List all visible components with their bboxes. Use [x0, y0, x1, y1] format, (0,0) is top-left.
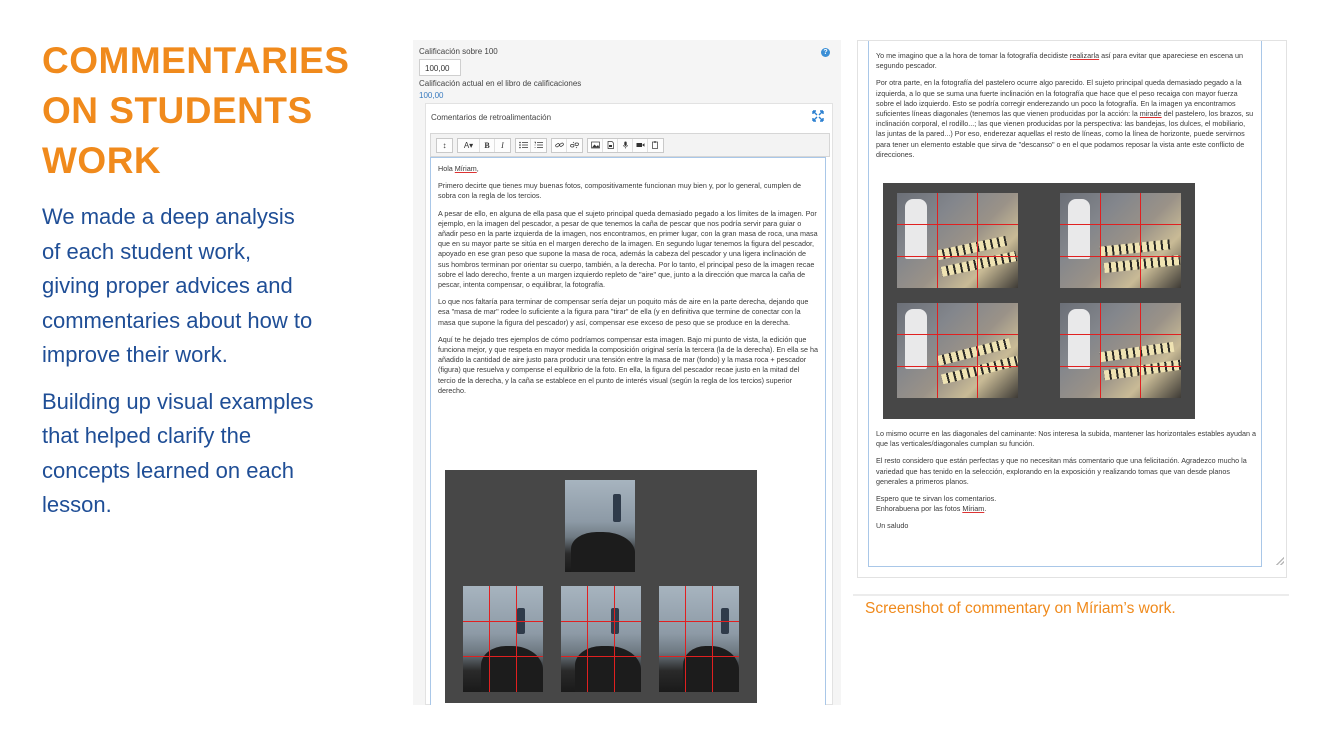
grid-line — [1140, 303, 1141, 398]
screenshot-caption: Screenshot of commentary on Míriam’s work. — [865, 600, 1176, 617]
divider — [853, 594, 1289, 596]
text-run: Por otra parte, en la fotografía del pastelero ocurre algo parecido. El sujeto principal queda demasiado pegado a la izquierda, a lo que se suma una fuerte inclinación en la fotografía que hace que el peso recaiga con mayor fuerza sobre el lado izquierdo. Esto se podría corregir enderezando un poco la fotografía. En la imagen ya encontramos suficientes líneas diagonales (tenemos las que vienen producidas por la acción: la — [876, 78, 1242, 119]
baker-figure — [1068, 199, 1090, 259]
baker-figure — [905, 199, 927, 259]
grid-line — [1140, 193, 1141, 288]
grade-label: Calificación sobre 100 — [419, 47, 498, 56]
title-line: WORK — [42, 140, 162, 181]
baker-photo — [1060, 303, 1181, 398]
grid-line — [587, 586, 588, 692]
grid-line — [897, 366, 1018, 367]
rock — [481, 646, 543, 692]
grade-input[interactable]: 100,00 — [419, 59, 461, 76]
microphone-icon — [621, 141, 630, 149]
tray — [1100, 239, 1171, 256]
editor-paragraph — [876, 494, 1256, 504]
feedback-section — [425, 103, 833, 705]
paragraph-line: commentaries about how to — [42, 307, 313, 333]
grid-line — [463, 621, 543, 622]
paragraph-line: improve their work. — [42, 342, 228, 367]
resize-handle[interactable] — [1276, 557, 1284, 565]
editor-paragraph: El resto considero que están perfectas y que no necesitan más comentario que una felicitación. Agradezco mucho la variedad que has tenido en la selección, explorando en la exposición y realizando tomas que van desde planos generales a primeros planos. — [876, 456, 1247, 486]
current-grade-label: Calificación actual en el libro de calificaciones — [419, 79, 582, 88]
edited-fisherman-photo — [561, 586, 641, 692]
font-style-button[interactable]: A▾ — [458, 139, 480, 152]
rock — [571, 532, 635, 572]
analysis-paragraph — [42, 200, 382, 373]
unlink-icon — [570, 141, 579, 149]
tray — [1100, 342, 1175, 362]
toggle-toolbar-button[interactable]: ↕ — [442, 140, 447, 150]
current-grade-link[interactable]: 100,00 — [419, 91, 444, 100]
editor-paragraph: Lo que nos faltaría para terminar de compensar sería dejar un poquito más de aire en la parte derecha, dejando que esa "masa de mar" rodee lo suficiente a la figura para "tirar" de ella (y en definitiva que termine de conectar con la masa que supone la figura del pescador) y así, compensar ese exceso de peso que se produce en la derecha. — [438, 297, 809, 327]
grid-line — [1100, 193, 1101, 288]
title-line: COMMENTARIES — [42, 40, 350, 81]
slide-title — [42, 36, 382, 186]
paste-button[interactable] — [648, 139, 663, 152]
editor-paragraph — [876, 51, 1254, 71]
baker-figure — [905, 309, 927, 369]
paragraph-line: that helped clarify the — [42, 423, 252, 448]
fisherman-examples-image — [445, 470, 757, 703]
insert-media-button[interactable] — [603, 139, 618, 152]
commentary-screenshot — [857, 40, 1287, 578]
paragraph-line: giving proper advices and — [42, 273, 293, 298]
fullscreen-icon[interactable] — [812, 110, 824, 122]
tray — [1104, 360, 1181, 381]
paragraph-line: We made a deep analysis — [42, 204, 295, 229]
editor-paragraph: Un saludo — [876, 521, 909, 531]
editor-paragraph: A pesar de ello, en alguna de ella pasa que el sujeto principal queda demasiado pegado a los límites de la imagen. Por ejemplo, en la imagen del pescador, a pesar de que tenemos la caña de pescar que nos podría servir para guiar o añadir peso en la parte izquierda de la imagen, nos encontramos, en primer lugar, con la gran masa de roca, una masa que en su mayor parte se sitúa en el margen derecho de la imagen. En segundo lugar tenemos la figura del pescador, apoyado en ese gran peso que supone la masa de roca, además la cabeza del pescador y una ligera inclinación de sus hombros terminan por orientar su cuerpo, también, a la derecha. Por lo tanto, el principal peso de la imagen recae sobre el lado derecho, frente a un margen izquierdo repleto de "aire" que, junto a la dirección que marca la caña de pescar, intenta compensar, o equilibrar, la fotografía. — [438, 208, 818, 290]
edited-fisherman-photo — [463, 586, 543, 692]
edited-fisherman-photo — [659, 586, 739, 692]
editor-paragraph: Aquí te he dejado tres ejemplos de cómo podríamos compensar esta imagen. Bajo mi punto de vista, la edición que funciona mejor, y que respeta en mayor medida la composición original sería la tercera (la de la derecha). En ella se ha añadido la cantidad de aire justo para producir una tensión entre la masa de mar (fondo) y la masa roca + pescador (figura) que resuelva y compense el equilibrio de la foto. En ella, la figura del pescador recae justo en la mitad del tercio de la derecha, y la caña se establece en el punto de interés visual (según la regla de los tercios) superior derecho. — [438, 334, 818, 395]
baker-examples-image — [883, 183, 1195, 419]
editor-paragraph: Hola Míriam, — [438, 164, 479, 173]
link-icon — [555, 141, 564, 149]
text-run: Enhorabuena por las fotos — [876, 504, 963, 514]
editor-paragraph — [876, 504, 1256, 514]
paragraph-line: of each student work, — [42, 238, 252, 264]
feedback-label: Comentarios de retroalimentación — [431, 113, 552, 122]
clipboard-icon — [651, 141, 660, 149]
grid-line — [516, 586, 517, 692]
grid-line — [614, 586, 615, 692]
feedback-text — [876, 51, 1254, 160]
feedback-text-end — [876, 429, 1256, 539]
grid-line — [463, 656, 543, 657]
grid-line — [1060, 366, 1181, 367]
italic-button[interactable]: I — [501, 140, 504, 150]
grid-line — [897, 224, 1018, 225]
video-camera-icon — [636, 141, 645, 149]
baker-photo — [1060, 193, 1181, 288]
examples-paragraph — [42, 385, 382, 523]
feedback-editor[interactable] — [430, 157, 826, 705]
student-name: Míriam — [962, 504, 985, 514]
grid-line — [897, 256, 1018, 257]
grading-screenshot — [413, 40, 841, 705]
bold-button[interactable]: B — [480, 139, 495, 152]
text-run: así para evitar que apareciese en escena un segundo pescador. — [876, 51, 1243, 71]
record-audio-button[interactable] — [618, 139, 633, 152]
list-numbered-icon — [534, 141, 543, 149]
grid-line — [561, 621, 641, 622]
rock — [575, 646, 641, 692]
grid-line — [1060, 256, 1181, 257]
record-video-button[interactable] — [633, 139, 648, 152]
grid-line — [977, 193, 978, 288]
toolbar-group — [515, 138, 547, 153]
baker-photo — [897, 193, 1018, 288]
student-name: Míriam — [454, 164, 477, 173]
grid-line — [1060, 224, 1181, 225]
unordered-list-button[interactable] — [516, 139, 531, 152]
toolbar-group — [457, 138, 511, 153]
media-icon — [606, 141, 615, 149]
misspelled-word: mirade — [1139, 109, 1162, 119]
text-run: . — [984, 504, 987, 514]
grid-line — [685, 586, 686, 692]
text-run: Espero que te sirvan los comentarios. — [876, 494, 997, 504]
paragraph-line: Building up visual examples — [42, 388, 314, 414]
title-line: ON STUDENTS — [42, 90, 313, 131]
grid-line — [712, 586, 713, 692]
rock — [683, 646, 739, 692]
feedback-editor-continued[interactable] — [868, 41, 1262, 567]
toolbar-group — [551, 138, 583, 153]
baker-photo — [897, 303, 1018, 398]
baker-figure — [1068, 309, 1090, 369]
original-fisherman-photo — [565, 480, 635, 572]
grid-line — [561, 656, 641, 657]
greeting-text: Hola — [438, 164, 455, 173]
help-icon[interactable]: ? — [821, 48, 830, 57]
grid-line — [659, 621, 739, 622]
list-bullet-icon — [519, 141, 528, 149]
misspelled-word: realizarla — [1069, 51, 1100, 60]
toolbar-group — [587, 138, 664, 153]
editor-paragraph: Lo mismo ocurre en las diagonales del caminante: Nos interesa la subida, mantener las horizontales estables ayudan a que las verticales/diagonales cumplan su función. — [876, 429, 1256, 449]
link-button[interactable] — [552, 139, 567, 152]
editor-toolbar — [430, 133, 830, 157]
grid-line — [937, 193, 938, 288]
text-run: del pastelero, los brazos, su inclinación corporal, el rodillo...; las que vienen producidas por la perspectiva: las bandejas, los dulces, el mobiliario, las juntas de la pared...) Por eso, enderezar aquellas el resto de líneas, como la línea de horizonte, puede servirnos para tener un elemento estable que sirva de "descanso" o en el que podamos reposar la vista ante este conflicto de direcciones. — [876, 109, 1254, 159]
grid-line — [977, 303, 978, 398]
text-run: Yo me imagino que a la hora de tomar la fotografía decidiste — [876, 51, 1070, 60]
grid-line — [489, 586, 490, 692]
toolbar-group — [436, 138, 453, 153]
grid-line — [1060, 334, 1181, 335]
grid-line — [897, 334, 1018, 335]
editor-paragraph — [876, 78, 1254, 160]
image-icon — [591, 141, 600, 149]
ordered-list-button[interactable] — [531, 139, 546, 152]
feedback-text — [438, 164, 818, 396]
insert-image-button[interactable] — [588, 139, 603, 152]
unlink-button[interactable] — [567, 139, 582, 152]
grid-line — [937, 303, 938, 398]
tray — [1104, 255, 1181, 273]
paragraph-line: concepts learned on each — [42, 457, 294, 483]
grid-line — [1100, 303, 1101, 398]
editor-paragraph: Primero decirte que tienes muy buenas fotos, compositivamente funcionan muy bien y, por lo general, cumplen de sobra con la regla de los tercios. — [438, 181, 802, 201]
paragraph-line: lesson. — [42, 492, 112, 517]
slide-text-column — [42, 36, 382, 523]
grid-line — [659, 656, 739, 657]
fisherman-figure — [613, 494, 621, 522]
